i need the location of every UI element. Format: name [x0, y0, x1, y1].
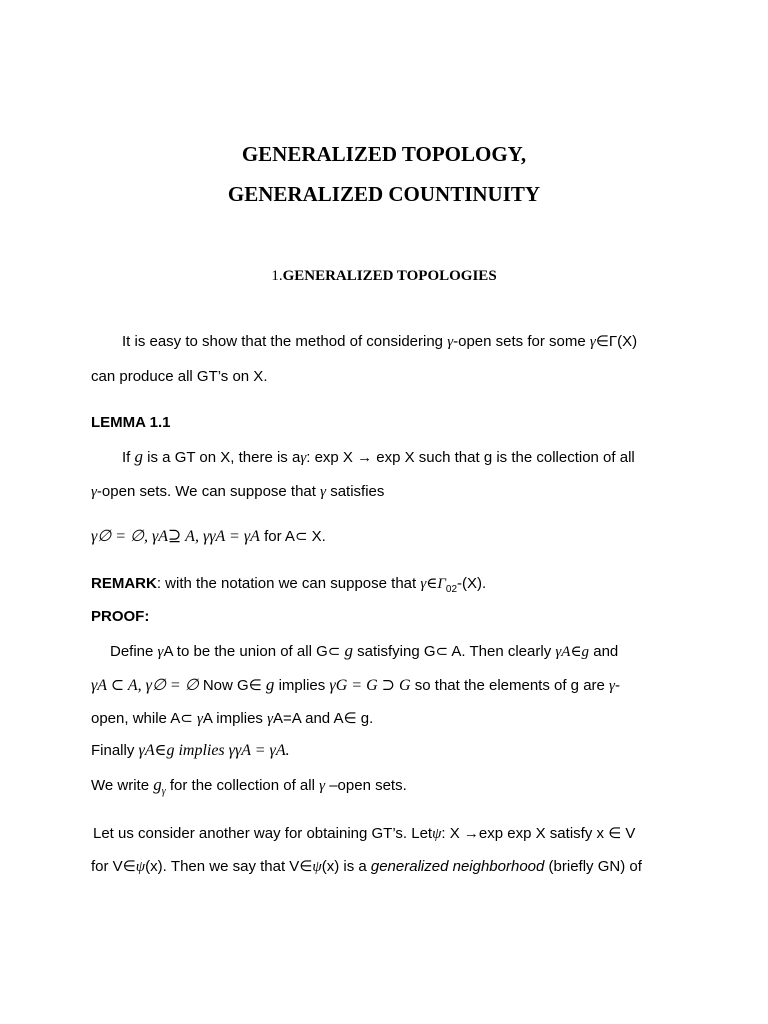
para-text-2c: (x) is a [321, 858, 371, 875]
intro-text-a: It is easy to show that the method of considering [122, 333, 448, 350]
proof-line-3 [91, 709, 373, 729]
intro-line-2: can produce all GT’s on X. [91, 368, 268, 385]
lemma-formula-line [91, 527, 326, 547]
proof-text-3b: A implies [202, 710, 268, 727]
section-heading-number: 1. [271, 268, 283, 284]
lemma-line-1 [122, 447, 635, 468]
proof-text-1a: Define [110, 643, 158, 660]
lemma-label: LEMMA 1.1 [91, 414, 171, 431]
gamma-symbol: γ [319, 778, 326, 794]
para-line-1 [93, 824, 635, 844]
proof-text-2e: so that the elements of g are [410, 677, 610, 694]
g-symbol: g [344, 641, 353, 660]
para-text-2d: generalized neighborhood [370, 858, 545, 875]
proof-line-5 [91, 775, 407, 796]
para-text-1b: : X →exp exp X satisfy x ∈ V [441, 825, 636, 842]
gamma-symbol: γ [320, 484, 327, 500]
proof-text-3c: A=A and A∈ g. [273, 710, 374, 727]
proof-text-1e: and [589, 643, 619, 660]
remark-label: REMARK [91, 575, 157, 592]
proof-text-5c: –open sets. [325, 777, 407, 794]
gamma-symbol: γ [589, 334, 596, 350]
proof-text-5a: We write [91, 777, 154, 794]
g-symbol: g [134, 447, 144, 466]
title-line-2: GENERALIZED COUNTINUITY [227, 182, 541, 206]
proof-text-2f: - [614, 677, 620, 694]
intro-text-b: -open sets for some [453, 333, 590, 350]
proof-formula-1: γA∈g [555, 644, 590, 660]
lemma-line-2 [91, 482, 384, 502]
g-symbol: g [265, 675, 275, 694]
remark-subscript: 02 [445, 584, 458, 595]
para-text-1a: Let us consider another way for obtaining GT’s. Let [93, 825, 433, 842]
section-heading-text: GENERALIZED TOPOLOGIES [282, 268, 497, 284]
proof-text-1b: A to be the union of all G⊂ [163, 643, 345, 660]
lemma-formula-tail: for A⊂ X. [259, 528, 326, 545]
para-text-2a: for V∈ [91, 858, 136, 875]
proof-line-4 [91, 741, 290, 761]
lemma-formula: γ∅ = ∅, γA⊇ A, γγA = γA [91, 528, 260, 545]
lemma-text-c: : exp X → exp X such that g is the collection of all [306, 449, 635, 466]
gamma-symbol: γ [609, 678, 615, 694]
proof-text-3a: open, while A⊂ [91, 710, 197, 727]
remark-text-a: : with the notation we can suppose that [156, 575, 421, 592]
proof-formula-4: γA∈g implies γγA = γA. [138, 742, 290, 759]
proof-formula-2: γA ⊂ A, γ∅ = ∅ [91, 677, 199, 694]
proof-label: PROOF: [91, 608, 150, 625]
para-line-2 [91, 857, 642, 877]
proof-text-4a: Finally [91, 742, 139, 759]
proof-text-2b: Now G∈ [198, 677, 266, 694]
remark-text-c: -(X). [457, 575, 487, 592]
gamma-symbol: γ [267, 711, 274, 727]
proof-formula-3: γG = G ⊃ G [329, 677, 411, 694]
para-text-2b: (x). Then we say that V∈ [145, 858, 313, 875]
g-gamma-subscript: γ [161, 786, 166, 797]
intro-line-1 [122, 332, 637, 352]
gamma-symbol: γ [300, 450, 307, 466]
section-heading [0, 266, 768, 286]
remark-line [91, 574, 486, 594]
intro-text-c: ∈Γ(X) [595, 333, 638, 350]
psi-symbol: ψ [312, 859, 322, 875]
proof-text-2c: implies [274, 677, 330, 694]
proof-text-1c: satisfying G⊂ A. Then clearly [352, 643, 556, 660]
psi-symbol: ψ [135, 859, 146, 875]
proof-text-5b: for the collection of all [165, 777, 320, 794]
proof-line-1 [110, 641, 618, 662]
para-text-2e: (briefly GN) of [544, 858, 642, 875]
lemma-text-a: If [122, 449, 135, 466]
gamma-symbol: γ [157, 644, 164, 660]
gamma-symbol: γ [91, 484, 97, 500]
lemma-text-b: is a GT on X, there is a [143, 449, 301, 466]
remark-symbol: γ∈Γ [420, 576, 446, 592]
psi-symbol: ψ [432, 826, 442, 842]
gamma-symbol: γ [447, 334, 454, 350]
title-line-1: GENERALIZED TOPOLOGY, [241, 142, 527, 166]
lemma-text-e: satisfies [326, 483, 385, 500]
proof-line-2 [91, 675, 620, 696]
g-gamma-symbol: g [153, 775, 162, 794]
gamma-symbol: γ [196, 711, 203, 727]
lemma-text-d: -open sets. We can suppose that [96, 483, 321, 500]
